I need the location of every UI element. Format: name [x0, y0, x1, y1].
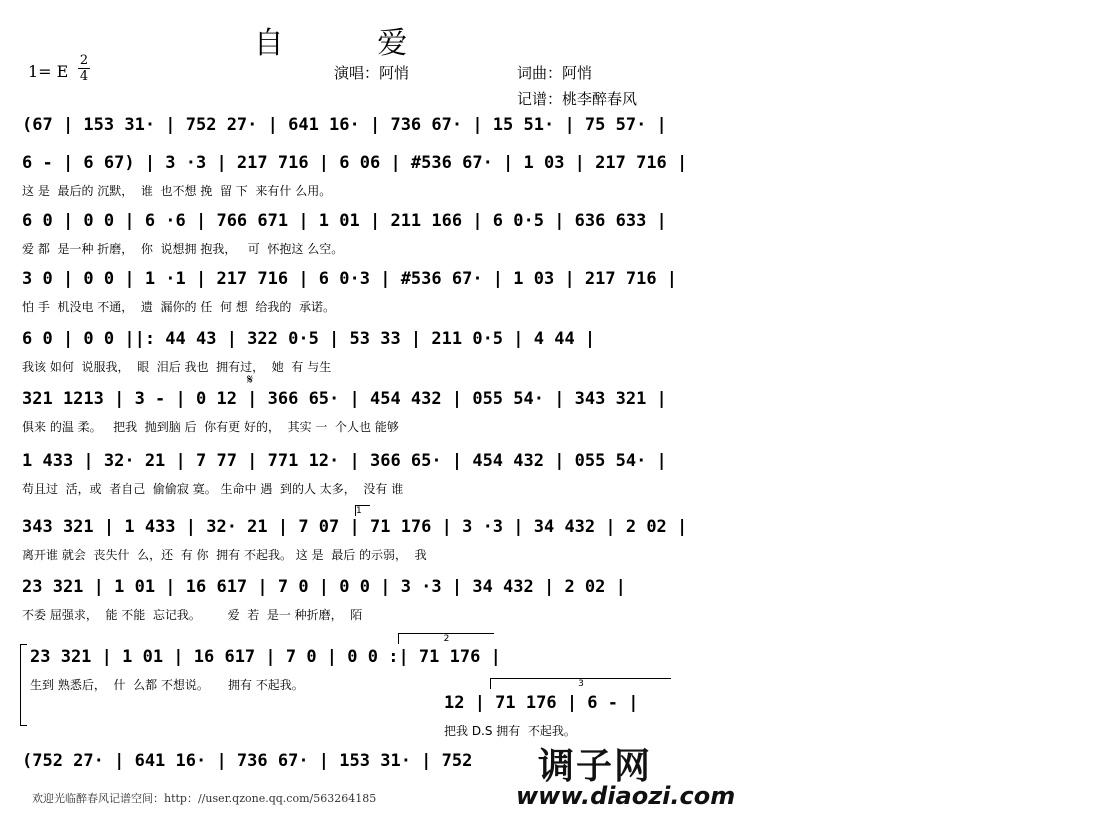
- notation-line: 6 - | 6 67) | 3 ·3 | 217 716 | 6 06 | #536 67· | 1 03 | 217 716 |: [22, 153, 688, 173]
- notation-line: (752 27· | 641 16· | 736 67· | 153 31· | 752: [22, 751, 473, 771]
- lyric-line: 生到 熟悉后， 什 么都 不想说。 拥有 不起我。: [30, 678, 304, 692]
- composer-credit: 词曲：阿悄: [517, 64, 593, 82]
- watermark-title: 调子网: [538, 746, 653, 787]
- segno-sign: 𝄋: [247, 372, 254, 388]
- notation-line: 23 321 | 1 01 | 16 617 | 7 0 | 0 0 :| 71 176 |: [30, 647, 501, 667]
- watermark-logo: [510, 738, 736, 814]
- notation-line: 12 | 71 176 | 6 - |: [444, 693, 639, 713]
- notation-line: (67 | 153 31· | 752 27· | 641 16· | 736 67· | 15 51· | 75 57· |: [22, 115, 667, 135]
- lyric-line: 俱来 的温 柔。 把我 抛到脑 后 你有更 好的， 其实 一 个人也 能够: [22, 420, 399, 434]
- time-signature-top: 2: [79, 53, 89, 68]
- lyric-line: 爱 都 是一种 折磨， 你 说想拥 抱我， 可 怀抱这 么空。: [22, 242, 344, 256]
- lyric-line: 把我 D.S 拥有 不起我。: [444, 724, 576, 738]
- time-signature-bottom: 4: [79, 69, 89, 84]
- notation-line: 6 0 | 0 0 | 6 ·6 | 766 671 | 1 01 | 211 166 | 6 0·5 | 636 633 |: [22, 211, 667, 231]
- notation-line: 1 433 | 32· 21 | 7 77 | 771 12· | 366 65· | 454 432 | 055 54· |: [22, 451, 667, 471]
- notation-line: 3 0 | 0 0 | 1 ·1 | 217 716 | 6 0·3 | #536 67· | 1 03 | 217 716 |: [22, 269, 678, 289]
- lyric-line: 我该 如何 说服我， 眼 泪后 我也 拥有过， 她 有 与生: [22, 360, 332, 374]
- key-signature: 1= E: [28, 62, 69, 81]
- song-title: 自 爱: [253, 26, 450, 61]
- notation-line: 321 1213 | 3 - | 0 12 | 366 65· | 454 432 | 055 54· | 343 321 |: [22, 389, 667, 409]
- volta-1: 1: [355, 505, 370, 516]
- notator-credit: 记谱：桃李醉春风: [517, 90, 638, 108]
- score-row: [444, 688, 674, 744]
- score-row: [22, 512, 688, 568]
- score-row: [22, 446, 682, 502]
- lyric-line: 这 是 最后的 沉默， 谁 也不想 挽 留 下 来有什 么用。: [22, 184, 332, 198]
- score-row: [22, 264, 682, 320]
- score-row: [22, 148, 688, 204]
- system-bracket: [20, 644, 27, 726]
- score-row: [22, 572, 682, 628]
- lyric-line: 怕 手 机没电 不通， 遗 漏你的 任 何 想 给我的 承诺。: [22, 300, 336, 314]
- volta-3: 3: [490, 678, 671, 689]
- score-row: [22, 206, 682, 262]
- watermark-url: www.diaozi.com: [516, 782, 736, 810]
- notation-line: 343 321 | 1 433 | 32· 21 | 7 07 | 71 176 | 3 ·3 | 34 432 | 2 02 |: [22, 517, 688, 537]
- notation-line: 6 0 | 0 0 ||: 44 43 | 322 0·5 | 53 33 | 211 0·5 | 4 44 |: [22, 329, 596, 349]
- notation-line: 23 321 | 1 01 | 16 617 | 7 0 | 0 0 | 3 ·3 | 34 432 | 2 02 |: [22, 577, 626, 597]
- score-row: [22, 324, 682, 380]
- singer-credit: 演唱：阿悄: [334, 64, 410, 82]
- lyric-line: 苟且过 活，或 者自己 偷偷寂 寞。 生命中 遇 到的人 太多， 没有 谁: [22, 482, 404, 496]
- lyric-line: 不委 屈强求， 能 不能 忘记我。 爱 若 是一 种折磨， 陌: [22, 608, 363, 622]
- lyric-line: 离开谁 就会 丧失什 么，还 有 你 拥有 不起我。 这 是 最后 的示弱， 我: [22, 548, 427, 562]
- footer-text: 欢迎光临醉春风记谱空间：http：//user.qzone.qq.com/563264185: [32, 792, 377, 805]
- score-row: [22, 384, 682, 440]
- volta-2: 2: [398, 633, 494, 644]
